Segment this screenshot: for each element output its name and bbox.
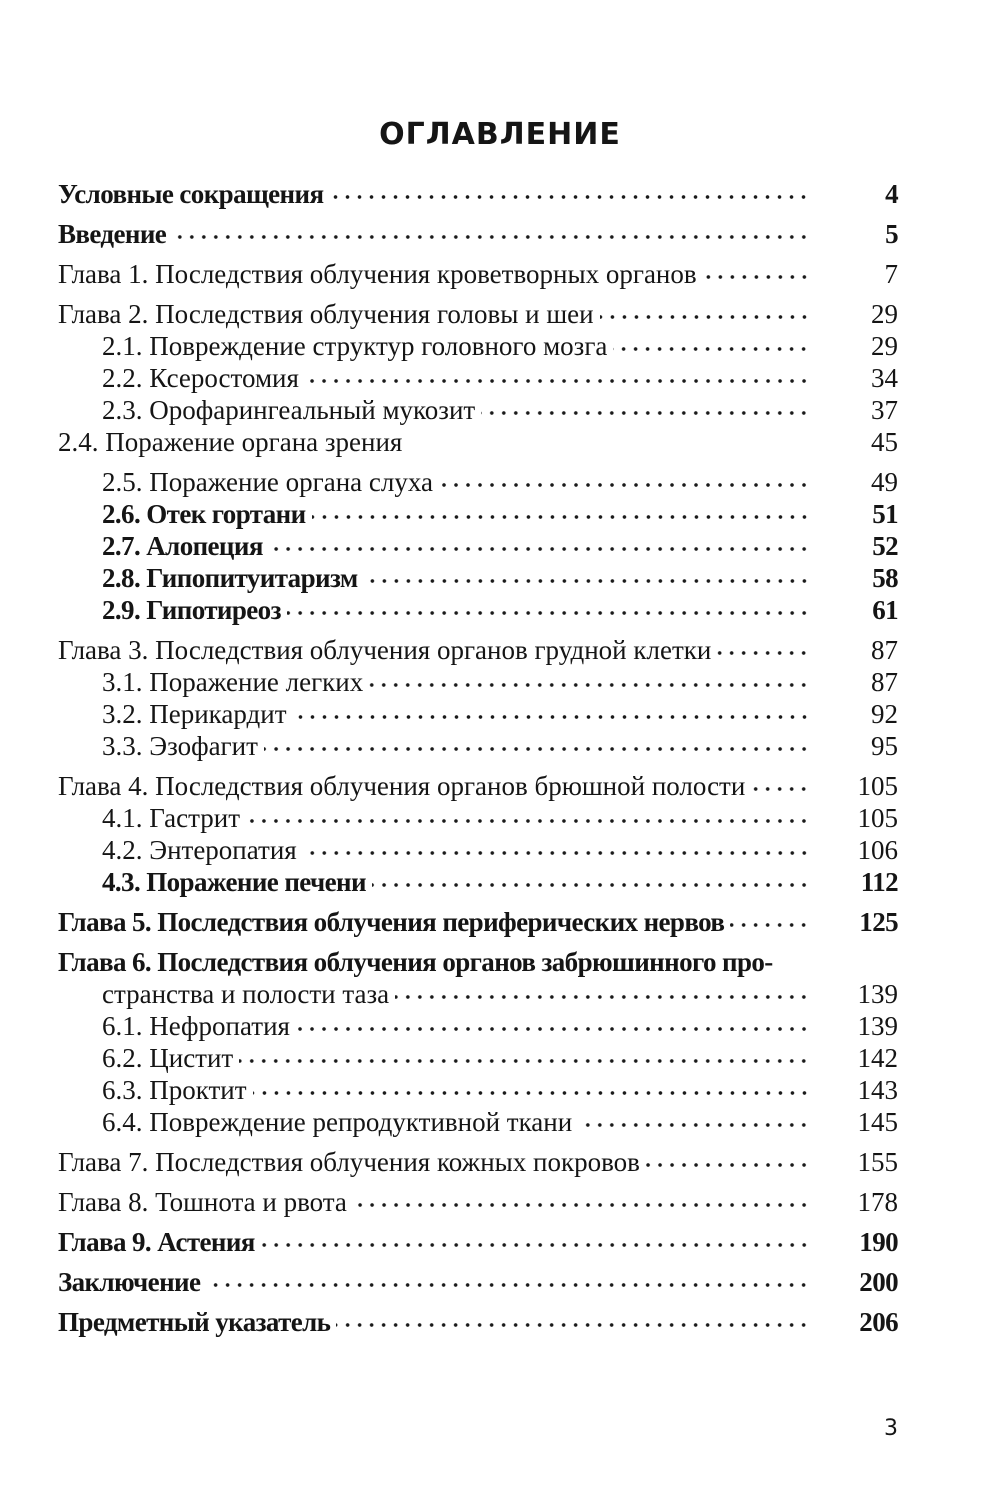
toc-entry-label: 2.6. Отек гортани — [102, 499, 306, 529]
toc-entry-label: Введение — [58, 219, 167, 249]
dot-leader — [372, 877, 810, 891]
dot-leader — [481, 405, 810, 419]
toc-entry-page: 29 — [871, 299, 898, 329]
dot-leader — [395, 989, 810, 1003]
dot-leader — [172, 229, 810, 243]
toc-entry-page: 139 — [857, 979, 898, 1009]
toc-entry-page: 61 — [872, 595, 898, 625]
dot-leader — [439, 477, 810, 491]
toc-entry-label: 2.5. Поражение органа слуха — [102, 467, 433, 497]
dot-leader — [408, 437, 810, 451]
toc-entry-label: Условные сокращения — [58, 179, 324, 209]
toc-entry-2-4[interactable] — [58, 424, 898, 460]
toc-entry-chapter-7[interactable] — [58, 1144, 898, 1180]
toc-entry-chapter-3[interactable] — [58, 632, 898, 668]
toc-entry-label: 2.7. Алопеция — [102, 531, 263, 561]
toc-entry-2-5[interactable] — [102, 464, 898, 500]
toc-entry-page: 206 — [859, 1307, 898, 1337]
toc-entry-6-2[interactable] — [102, 1040, 898, 1076]
toc-entry-page: 45 — [871, 427, 898, 457]
toc-entry-label: Глава 8. Тошнота и рвота — [58, 1187, 347, 1217]
toc-entry-2-9[interactable] — [102, 592, 898, 628]
dot-leader — [364, 573, 810, 587]
toc-entry-chapter-4[interactable] — [58, 768, 898, 804]
toc-entry-4-3[interactable] — [102, 864, 898, 900]
toc-entry-page: 37 — [871, 395, 898, 425]
page-title: ОГЛАВЛЕНИЕ — [379, 117, 621, 152]
dot-leader — [646, 1157, 810, 1171]
toc-entry-introduction[interactable] — [58, 216, 898, 252]
toc-entry-label: 4.2. Энтеропатия — [102, 835, 297, 865]
toc-entry-label: Глава 5. Последствия облучения периферических нервов — [58, 907, 725, 937]
toc-entry-page: 112 — [860, 867, 898, 897]
toc-entry-page: 92 — [871, 699, 898, 729]
toc-entry-label: Глава 4. Последствия облучения органов брюшной полости — [58, 771, 746, 801]
dot-leader — [751, 781, 810, 795]
page-number: 3 — [884, 1416, 898, 1441]
toc-entry-page: 7 — [884, 259, 898, 289]
toc-entry-6-1[interactable] — [102, 1008, 898, 1044]
toc-entry-6-4[interactable] — [102, 1104, 898, 1140]
toc-entry-label: 4.3. Поражение печени — [102, 867, 366, 897]
toc-entry-abbreviations[interactable] — [58, 176, 898, 212]
toc-entry-page: 5 — [885, 219, 898, 249]
toc-entry-label: Предметный указатель — [58, 1307, 331, 1337]
dot-leader — [730, 917, 810, 931]
toc-entry-label: 6.1. Нефропатия — [102, 1011, 290, 1041]
toc-entry-page: 87 — [871, 667, 898, 697]
toc-entry-page: 125 — [859, 907, 898, 937]
toc-entry-label: 2.4. Поражение органа зрения — [58, 427, 403, 457]
dot-leader — [287, 605, 810, 619]
toc-entry-page: 105 — [857, 771, 898, 801]
toc-entry-label: Глава 2. Последствия облучения головы и шеи — [58, 299, 594, 329]
toc-entry-label: 2.2. Ксеростомия — [102, 363, 299, 393]
toc-entry-page: 155 — [857, 1147, 898, 1177]
dot-leader — [239, 1053, 810, 1067]
toc-entry-conclusion[interactable] — [58, 1264, 898, 1300]
toc-entry-page: 58 — [872, 563, 898, 593]
toc-entry-2-6[interactable] — [102, 496, 898, 532]
toc-entry-2-1[interactable] — [102, 328, 898, 364]
toc-entry-3-3[interactable] — [102, 728, 898, 764]
toc-entry-page: 95 — [871, 731, 898, 761]
dot-leader — [369, 677, 810, 691]
dot-leader — [717, 645, 810, 659]
dot-leader — [296, 1021, 810, 1035]
toc-entry-4-2[interactable] — [102, 832, 898, 868]
toc-entry-chapter-5[interactable] — [58, 904, 898, 940]
toc-entry-2-2[interactable] — [102, 360, 898, 396]
toc-entry-3-1[interactable] — [102, 664, 898, 700]
toc-entry-page: 51 — [872, 499, 898, 529]
toc-entry-label: Глава 9. Астения — [58, 1227, 255, 1257]
toc-entry-2-3[interactable] — [102, 392, 898, 428]
toc-entry-chapter-9[interactable] — [58, 1224, 898, 1260]
toc-entry-6-3[interactable] — [102, 1072, 898, 1108]
toc-entry-label: Заключение — [58, 1267, 201, 1297]
dot-leader — [600, 309, 810, 323]
dot-leader — [246, 813, 810, 827]
toc-entry-page: 178 — [857, 1187, 898, 1217]
dot-leader — [253, 1085, 810, 1099]
dot-leader — [703, 269, 810, 283]
dot-leader — [269, 541, 810, 555]
dot-leader — [206, 1277, 810, 1291]
toc-entry-label: странства и полости таза — [102, 979, 390, 1009]
toc-entry-label: 2.1. Повреждение структур головного мозга — [102, 331, 608, 361]
toc-entry-label: 2.3. Орофарингеальный мукозит — [102, 395, 476, 425]
toc-entry-chapter-6[interactable] — [102, 976, 898, 1012]
toc-entry-page: 139 — [857, 1011, 898, 1041]
toc-entry-label: Глава 6. Последствия облучения органов забрюшинного про- — [58, 947, 773, 977]
toc-entry-chapter-6-line1[interactable] — [58, 944, 898, 980]
toc-entry-subject-index[interactable] — [58, 1304, 898, 1340]
toc-entry-page: 87 — [871, 635, 898, 665]
toc-entry-label: 6.2. Цистит — [102, 1043, 234, 1073]
toc-entry-page: 4 — [885, 179, 898, 209]
toc-entry-chapter-1[interactable] — [58, 256, 898, 292]
toc-entry-2-7[interactable] — [102, 528, 898, 564]
toc-entry-4-1[interactable] — [102, 800, 898, 836]
toc-entry-label: 2.9. Гипотиреоз — [102, 595, 281, 625]
dot-leader — [353, 1197, 810, 1211]
toc-entry-page: 143 — [857, 1075, 898, 1105]
toc-entry-2-8[interactable] — [102, 560, 898, 596]
toc-entry-label: Глава 1. Последствия облучения кроветворных органов — [58, 259, 697, 289]
toc-entry-chapter-8[interactable] — [58, 1184, 898, 1220]
dot-leader — [261, 1237, 810, 1251]
toc-entry-label: 6.4. Повреждение репродуктивной ткани — [102, 1107, 573, 1137]
toc-entry-page: 29 — [871, 331, 898, 361]
toc-entry-page: 49 — [871, 467, 898, 497]
dot-leader — [305, 373, 810, 387]
toc-entry-label: Глава 3. Последствия облучения органов грудной клетки — [58, 635, 712, 665]
toc-entry-chapter-2[interactable] — [58, 296, 898, 332]
toc-entry-page: 52 — [872, 531, 898, 561]
toc-entry-label: 3.1. Поражение легких — [102, 667, 364, 697]
dot-leader — [329, 189, 810, 203]
toc-entry-page: 34 — [871, 363, 898, 393]
toc-entry-label: 6.3. Проктит — [102, 1075, 247, 1105]
toc-entry-label: 4.1. Гастрит — [102, 803, 241, 833]
toc-entry-page: 190 — [859, 1227, 898, 1257]
toc-entry-3-2[interactable] — [102, 696, 898, 732]
toc-entry-page: 142 — [857, 1043, 898, 1073]
toc-entry-label: Глава 7. Последствия облучения кожных покровов — [58, 1147, 640, 1177]
toc-entry-label: 2.8. Гипопитуитаризм — [102, 563, 358, 593]
dot-leader — [303, 845, 810, 859]
dot-leader — [336, 1317, 810, 1331]
toc-entry-label: 3.2. Перикардит — [102, 699, 287, 729]
toc-entry-page: 105 — [857, 803, 898, 833]
dot-leader — [293, 709, 810, 723]
dot-leader — [613, 341, 810, 355]
toc-entry-page: 106 — [857, 835, 898, 865]
toc-entry-label: 3.3. Эзофагит — [102, 731, 258, 761]
dot-leader — [312, 509, 810, 523]
toc-entry-page: 145 — [857, 1107, 898, 1137]
dot-leader — [578, 1117, 810, 1131]
toc-entry-page: 200 — [859, 1267, 898, 1297]
dot-leader — [264, 741, 810, 755]
